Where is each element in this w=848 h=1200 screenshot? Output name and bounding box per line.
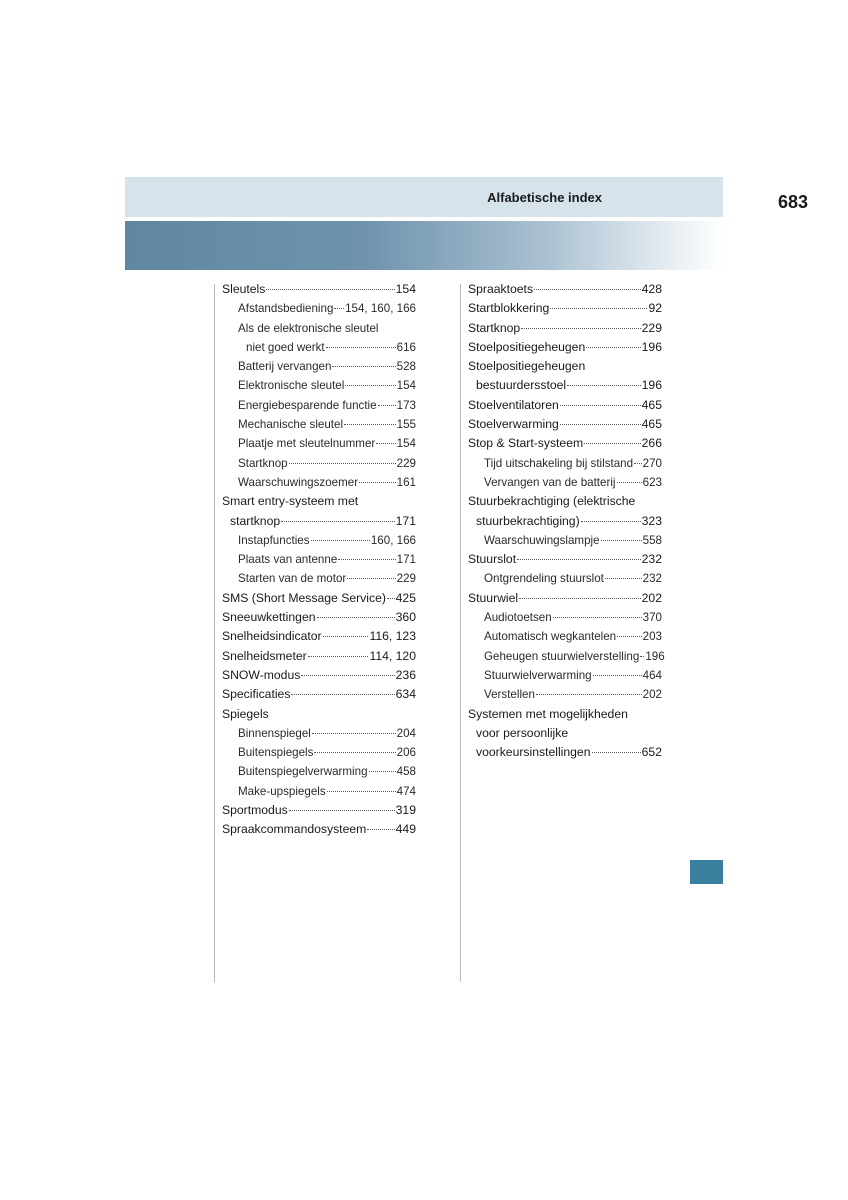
right-column-rule (460, 284, 461, 982)
index-column-right (468, 280, 665, 762)
index-term: Startknop (238, 456, 288, 470)
index-entry (222, 666, 416, 685)
dot-leader (634, 463, 642, 464)
index-term: Audiotoetsen (484, 611, 552, 625)
page-reference: 616 (396, 340, 416, 354)
dot-leader (560, 405, 641, 406)
index-entry (468, 647, 665, 666)
page-reference: 652 (641, 745, 662, 760)
page-reference: 449 (395, 822, 416, 837)
page-reference: 425 (395, 590, 416, 605)
index-entry (468, 396, 662, 415)
index-term: voor persoonlijke (476, 725, 569, 740)
index-term: Stoelverwarming (468, 417, 559, 432)
index-entry (468, 512, 662, 531)
index-term: Spraakcommandosysteem (222, 822, 367, 837)
index-term: Smart entry-systeem met (222, 494, 359, 509)
index-term: Vervangen van de batterij (484, 475, 616, 489)
index-entry (468, 531, 662, 550)
index-entry (222, 820, 416, 839)
dot-leader (592, 752, 641, 753)
index-entry (222, 724, 416, 743)
index-column-left (222, 280, 416, 840)
index-entry (222, 357, 416, 376)
index-entry (468, 608, 662, 627)
index-term: Verstellen (484, 688, 535, 702)
index-term: Stuurbekrachtiging (elektrische (468, 494, 636, 509)
index-entry (222, 782, 416, 801)
dot-leader (617, 636, 642, 637)
page-reference: 154, 160, 166 (345, 302, 416, 316)
page-reference: 528 (396, 360, 416, 374)
dot-leader (553, 617, 642, 618)
index-term: Sportmodus (222, 803, 288, 818)
dot-leader (376, 443, 395, 444)
page-reference: 236 (395, 667, 416, 682)
index-term: Stop & Start-systeem (468, 436, 584, 451)
dot-leader (378, 405, 396, 406)
index-term: SMS (Short Message Service) (222, 590, 386, 605)
index-entry (468, 299, 662, 318)
dot-leader (640, 656, 644, 657)
dot-leader (521, 328, 640, 329)
page-reference: 464 (642, 668, 662, 682)
index-entry (222, 647, 416, 666)
index-term: Spiegels (222, 706, 269, 721)
page-reference: 266 (641, 436, 662, 451)
header-strip (125, 177, 723, 217)
index-term: Stoelventilatoren (468, 397, 559, 412)
index-term: Stuurwielverwarming (484, 668, 592, 682)
dot-leader (369, 771, 396, 772)
dot-leader (289, 463, 396, 464)
dot-leader (326, 347, 396, 348)
index-term: Stoelpositiegeheugen (468, 359, 586, 374)
index-term: Buitenspiegelverwarming (238, 765, 368, 779)
index-term: Buitenspiegels (238, 746, 314, 760)
index-entry (222, 434, 416, 453)
index-term: Waarschuwingslampje (484, 533, 600, 547)
index-term: Instapfuncties (238, 533, 310, 547)
index-entry (222, 338, 416, 357)
dot-leader (567, 385, 641, 386)
dot-leader (550, 308, 647, 309)
index-term: startknop (230, 513, 281, 528)
index-entry (468, 319, 662, 338)
page-reference: 154 (396, 437, 416, 451)
dot-leader (593, 675, 642, 676)
index-entry (222, 685, 416, 704)
index-term: Ontgrendeling stuurslot (484, 572, 604, 586)
dot-leader (334, 308, 344, 309)
page-reference: 465 (641, 417, 662, 432)
dot-leader (312, 733, 396, 734)
dot-leader (560, 424, 641, 425)
index-entry (222, 801, 416, 820)
index-entry (468, 338, 662, 357)
index-term: Geheugen stuurwielverstelling (484, 649, 640, 663)
dot-leader (581, 521, 641, 522)
index-term: Stuurwiel (468, 590, 519, 605)
index-entry (222, 569, 416, 588)
page-reference: 92 (648, 301, 662, 316)
header-gradient-band (125, 221, 723, 270)
page-reference: 155 (396, 418, 416, 432)
index-term: Binnenspiegel (238, 726, 311, 740)
page-reference: 161 (396, 475, 416, 489)
index-entry (468, 569, 662, 588)
dot-leader (344, 424, 396, 425)
index-entry (468, 357, 662, 376)
index-term: Plaatje met sleutelnummer (238, 437, 376, 451)
index-term: Waarschuwingszoemer (238, 475, 359, 489)
page-reference: 323 (641, 513, 662, 528)
dot-leader (601, 540, 642, 541)
index-entry (222, 627, 416, 646)
index-entry (222, 299, 416, 318)
page-reference: 232 (642, 572, 662, 586)
page-reference: 458 (396, 765, 416, 779)
dot-leader (345, 385, 395, 386)
dot-leader (536, 694, 642, 695)
dot-leader (308, 656, 369, 657)
index-entry (222, 762, 416, 781)
dot-leader (289, 810, 395, 811)
index-entry (468, 492, 662, 511)
dot-leader (584, 443, 641, 444)
index-term: voorkeursinstellingen (476, 745, 591, 760)
index-entry (222, 319, 416, 338)
page-reference: 160, 166 (370, 533, 416, 547)
left-column-rule (214, 284, 215, 982)
page-reference: 202 (642, 688, 662, 702)
dot-leader (517, 559, 641, 560)
index-term: Systemen met mogelijkheden (468, 706, 628, 721)
page-number: 683 (777, 192, 808, 212)
page-reference: 474 (396, 784, 416, 798)
index-term: Als de elektronische sleutel (238, 321, 379, 335)
dot-leader (323, 636, 369, 637)
index-term: Startblokkering (468, 301, 550, 316)
chapter-tab (690, 860, 723, 884)
dot-leader (605, 578, 642, 579)
dot-leader (586, 347, 640, 348)
page-reference: 229 (396, 456, 416, 470)
page-reference: 196 (641, 378, 662, 393)
index-entry (468, 415, 662, 434)
index-term: Plaats van antenne (238, 553, 338, 567)
page-reference: 171 (395, 513, 416, 528)
page-reference: 202 (641, 590, 662, 605)
dot-leader (359, 482, 396, 483)
index-term: Energiebesparende functie (238, 398, 377, 412)
index-entry (222, 550, 416, 569)
page-reference: 232 (641, 552, 662, 567)
index-term: Startknop (468, 320, 521, 335)
index-term: stuurbekrachtiging) (476, 513, 580, 528)
page-reference: 206 (396, 746, 416, 760)
index-term: Mechanische sleutel (238, 418, 344, 432)
dot-leader (617, 482, 642, 483)
index-entry (222, 473, 416, 492)
index-entry (222, 396, 416, 415)
dot-leader (332, 366, 395, 367)
index-entry (222, 705, 416, 724)
index-term: niet goed werkt (246, 340, 325, 354)
section-title: Alfabetische index (487, 190, 602, 205)
index-entry (468, 666, 662, 685)
index-entry (468, 376, 662, 395)
index-term: Specificaties (222, 687, 291, 702)
dot-leader (347, 578, 395, 579)
dot-leader (317, 617, 395, 618)
index-term: Sneeuwkettingen (222, 610, 316, 625)
dot-leader (387, 598, 395, 599)
index-entry (468, 550, 662, 569)
index-entry (222, 454, 416, 473)
index-term: bestuurdersstoel (476, 378, 567, 393)
page-reference: 114, 120 (369, 648, 416, 663)
index-entry (222, 512, 416, 531)
page-reference: 173 (396, 398, 416, 412)
page-reference: 465 (641, 397, 662, 412)
dot-leader (314, 752, 395, 753)
index-entry (468, 724, 662, 743)
index-entry (468, 705, 662, 724)
page-reference: 360 (395, 610, 416, 625)
index-entry (222, 376, 416, 395)
page-reference: 319 (395, 803, 416, 818)
dot-leader (519, 598, 641, 599)
index-term: Sleutels (222, 282, 266, 296)
index-entry (468, 473, 662, 492)
page-reference: 634 (395, 687, 416, 702)
index-term: Make-upspiegels (238, 784, 326, 798)
index-entry (222, 608, 416, 627)
dot-leader (291, 694, 394, 695)
page-reference: 116, 123 (369, 629, 416, 644)
index-term: Snelheidsmeter (222, 648, 307, 663)
dot-leader (327, 791, 396, 792)
page-reference: 558 (642, 533, 662, 547)
page-reference: 370 (642, 611, 662, 625)
page-reference: 229 (396, 572, 416, 586)
page-reference: 229 (641, 320, 662, 335)
page-reference: 270 (642, 456, 662, 470)
dot-leader (281, 521, 395, 522)
index-term: Stoelpositiegeheugen (468, 339, 586, 354)
index-term: Afstandsbediening (238, 302, 334, 316)
index-term: Stuurslot (468, 552, 517, 567)
index-term: Elektronische sleutel (238, 379, 345, 393)
index-entry (222, 743, 416, 762)
index-entry (222, 280, 416, 299)
index-term: Snelheidsindicator (222, 629, 322, 644)
index-term: Batterij vervangen (238, 360, 332, 374)
dot-leader (367, 829, 394, 830)
index-entry (468, 454, 662, 473)
dot-leader (301, 675, 394, 676)
index-term: SNOW-modus (222, 667, 301, 682)
index-entry (468, 627, 662, 646)
dot-leader (266, 289, 394, 290)
index-entry (468, 434, 662, 453)
index-entry (468, 743, 662, 762)
index-entry (222, 415, 416, 434)
index-entry (222, 589, 416, 608)
dot-leader (311, 540, 370, 541)
index-term: Tijd uitschakeling bij stilstand (484, 456, 634, 470)
page-reference: 196 (641, 339, 662, 354)
page-reference: 171 (396, 553, 416, 567)
dot-leader (338, 559, 395, 560)
page-reference: 428 (641, 282, 662, 296)
page-reference: 623 (642, 475, 662, 489)
dot-leader (534, 289, 641, 290)
index-entry (468, 280, 662, 299)
page-reference: 204 (396, 726, 416, 740)
page-reference: 203 (642, 630, 662, 644)
page-reference: 196 (645, 649, 665, 663)
index-term: Spraaktoets (468, 282, 534, 296)
page-reference: 154 (395, 282, 416, 296)
index-entry (468, 685, 662, 704)
index-entry (222, 531, 416, 550)
index-term: Automatisch wegkantelen (484, 630, 617, 644)
index-term: Starten van de motor (238, 572, 347, 586)
page-reference: 154 (396, 379, 416, 393)
index-entry (468, 589, 662, 608)
index-entry (222, 492, 416, 511)
